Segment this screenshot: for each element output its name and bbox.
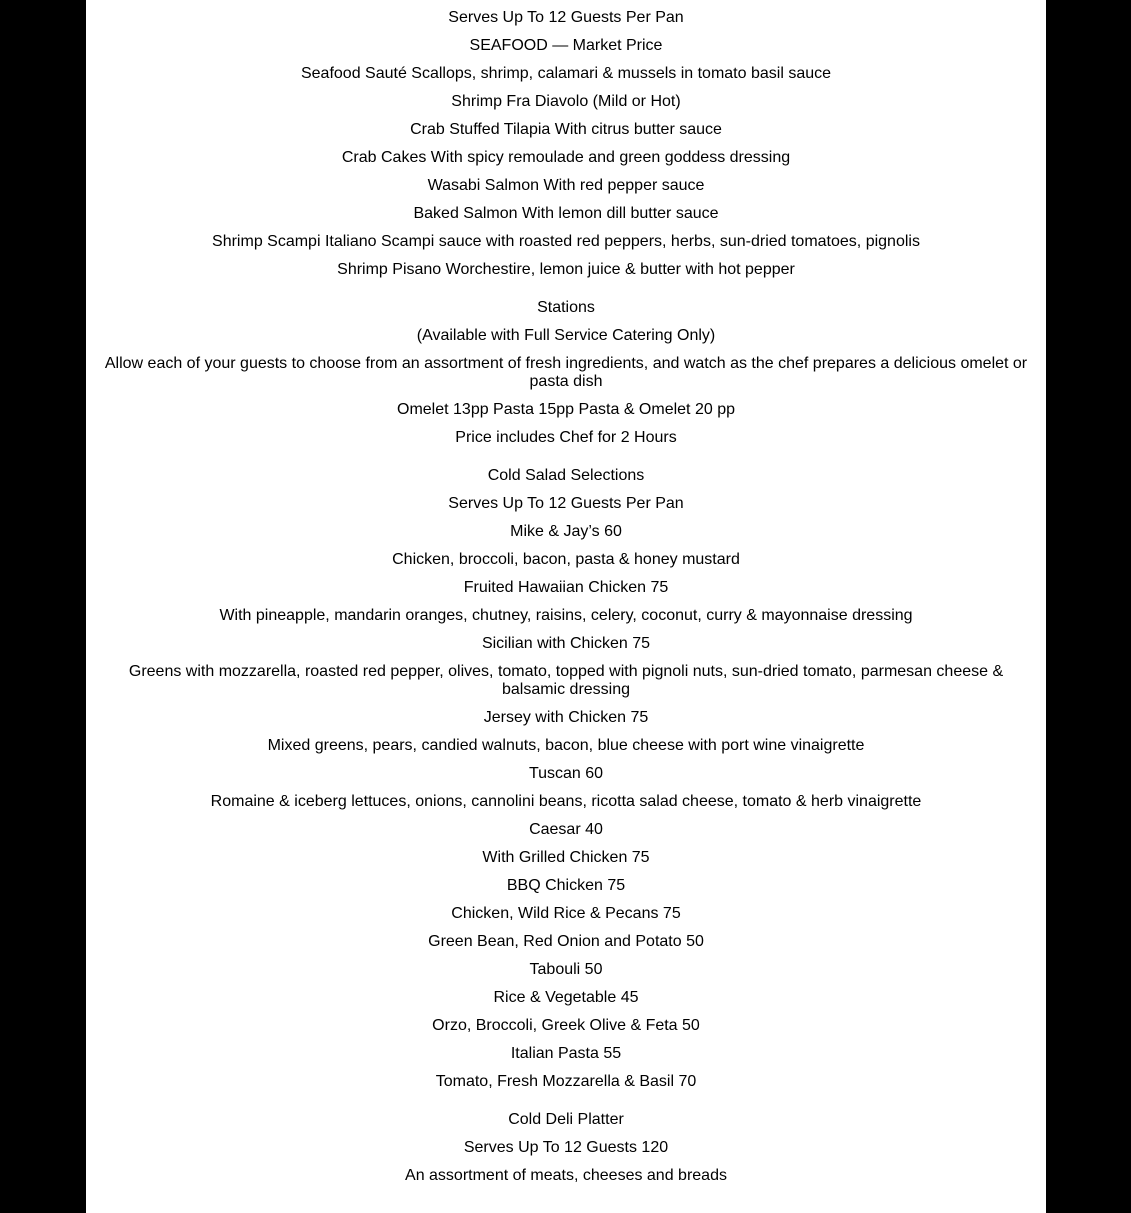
stations-chef-note: Price includes Chef for 2 Hours	[455, 429, 677, 446]
menu-page	[86, 0, 1046, 1213]
menu-item: Shrimp Pisano Worchestire, lemon juice & butter with hot pepper	[337, 261, 795, 278]
menu-item: Shrimp Fra Diavolo (Mild or Hot)	[451, 93, 681, 110]
menu-item: Caesar 40	[529, 821, 603, 838]
menu-item: Tuscan 60	[528, 765, 604, 782]
menu-item-description: Chicken, broccoli, bacon, pasta & honey mustard	[392, 551, 740, 568]
menu-item: Green Bean, Red Onion and Potato 50	[428, 933, 704, 950]
menu-item: Tabouli 50	[529, 961, 603, 978]
menu-item: Crab Stuffed Tilapia With citrus butter sauce	[410, 121, 722, 138]
menu-item: With Grilled Chicken 75	[482, 849, 650, 866]
menu-item: Italian Pasta 55	[510, 1045, 622, 1062]
section-heading-deli: Cold Deli Platter	[508, 1111, 624, 1128]
menu-item: Fruited Hawaiian Chicken 75	[463, 579, 669, 596]
menu-item: Baked Salmon With lemon dill butter sauce	[413, 205, 719, 222]
stations-note: (Available with Full Service Catering Only)	[416, 327, 716, 344]
menu-item: Jersey with Chicken 75	[483, 709, 649, 726]
section-heading-stations: Stations	[537, 299, 595, 316]
menu-item: Seafood Sauté Scallops, shrimp, calamari & mussels in tomato basil sauce	[300, 65, 832, 82]
menu-item: Sicilian with Chicken 75	[481, 635, 651, 652]
menu-item: BBQ Chicken 75	[506, 877, 626, 894]
menu-content	[100, 0, 1032, 1195]
menu-item-description: Romaine & iceberg lettuces, onions, cannolini beans, ricotta salad cheese, tomato & herb vinaigrette	[210, 793, 922, 810]
menu-item-description: Mixed greens, pears, candied walnuts, bacon, blue cheese with port wine vinaigrette	[267, 737, 865, 754]
deli-description: An assortment of meats, cheeses and breads	[405, 1167, 727, 1184]
menu-item: Shrimp Scampi Italiano Scampi sauce with roasted red peppers, herbs, sun-dried tomatoes, pignolis	[212, 233, 920, 250]
stations-prices: Omelet 13pp Pasta 15pp Pasta & Omelet 20 pp	[397, 401, 735, 418]
deli-serves: Serves Up To 12 Guests 120	[463, 1139, 669, 1156]
seafood-heading: SEAFOOD — Market Price	[469, 37, 663, 54]
menu-item: Rice & Vegetable 45	[493, 989, 639, 1006]
menu-item: Chicken, Wild Rice & Pecans 75	[451, 905, 681, 922]
menu-item: Crab Cakes With spicy remoulade and green goddess dressing	[341, 149, 791, 166]
menu-item: Orzo, Broccoli, Greek Olive & Feta 50	[432, 1017, 700, 1034]
menu-item-description: Greens with mozzarella, roasted red pepper, olives, tomato, topped with pignoli nuts, sun-dried tomato, parmesan cheese & balsamic dressing	[128, 663, 1004, 698]
menu-item-description: With pineapple, mandarin oranges, chutney, raisins, celery, coconut, curry & mayonnaise dressing	[219, 607, 913, 624]
section-heading-cold-salad: Cold Salad Selections	[487, 467, 645, 484]
entree-serves: Serves Up To 12 Guests Per Pan	[448, 9, 684, 26]
menu-item: Mike & Jay’s 60	[510, 523, 622, 540]
menu-item: Tomato, Fresh Mozzarella & Basil 70	[435, 1073, 697, 1090]
stations-description: Allow each of your guests to choose from an assortment of fresh ingredients, and watch as the chef prepares a delicious omelet or pasta dish	[104, 355, 1028, 390]
cold-salad-serves: Serves Up To 12 Guests Per Pan	[448, 495, 684, 512]
menu-item: Wasabi Salmon With red pepper sauce	[427, 177, 705, 194]
